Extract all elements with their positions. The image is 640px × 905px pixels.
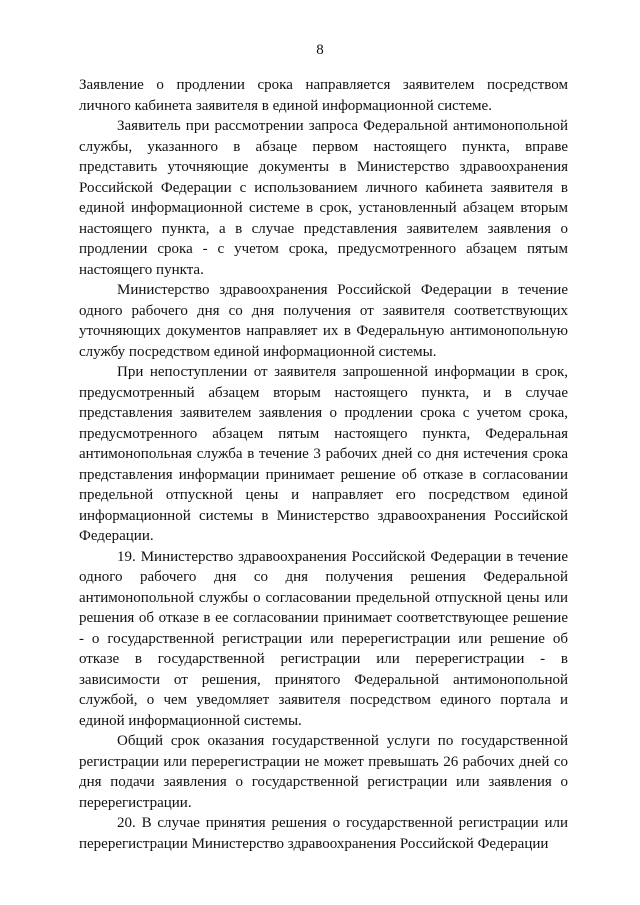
paragraph-item-20: 20. В случае принятия решения о государственной регистрации или перерегистрации Министерство здравоохранения Российской Федерации xyxy=(79,815,568,852)
paragraph-6: Общий срок оказания государственной услуги по государственной регистрации или перерегистрации не может превышать 26 рабочих дней со дня подачи заявления о государственной регистрации или заявления о перерегистрации. xyxy=(79,733,568,811)
paragraph-1: Заявление о продлении срока направляется заявителем посредством личного кабинета заявителя в единой информационной системе. xyxy=(79,77,568,114)
paragraph-3: Министерство здравоохранения Российской Федерации в течение одного рабочего дня со дня получения от заявителя соответствующих уточняющих документов направляет их в Федеральную антимонопольную службу посредством единой информационной системы. xyxy=(79,282,568,360)
document-body xyxy=(79,75,568,854)
paragraph-2: Заявитель при рассмотрении запроса Федеральной антимонопольной службы, указанного в абзаце первом настоящего пункта, вправе представить уточняющие документы в Министерство здравоохранения Российской Федерации с использованием личного кабинета заявителя в единой информационной системе в срок, установленный абзацем вторым настоящего пункта, а в случае представления заявителем заявления о продлении срока - с учетом срока, предусмотренного абзацем пятым настоящего пункта. xyxy=(79,118,568,278)
paragraph-item-19: 19. Министерство здравоохранения Российской Федерации в течение одного рабочего дня со дня получения решения Федеральной антимонопольной службы о согласовании предельной отпускной цены или решения об отказе в ее согласовании принимает соответствующее решение - о государственной регистрации или перерегистрации или решение об отказе в государственной регистрации или перерегистрации - в зависимости от решения, принятого Федеральной антимонопольной службой, о чем уведомляет заявителя посредством единого портала и единой информационной системы. xyxy=(79,548,568,729)
page-number: 8 xyxy=(316,42,324,58)
paragraph-4: При непоступлении от заявителя запрошенной информации в срок, предусмотренный абзацем вторым настоящего пункта, и в случае представления заявителем заявления о продлении срока с учетом срока, предусмотренного абзацем пятым настоящего пункта, Федеральная антимонопольная служба в течение 3 рабочих дней со дня истечения срока представления информации принимает решение об отказе в согласовании предельной отпускной цены и направляет его посредством единой информационной системы в Министерство здравоохранения Российской Федерации. xyxy=(79,364,568,544)
